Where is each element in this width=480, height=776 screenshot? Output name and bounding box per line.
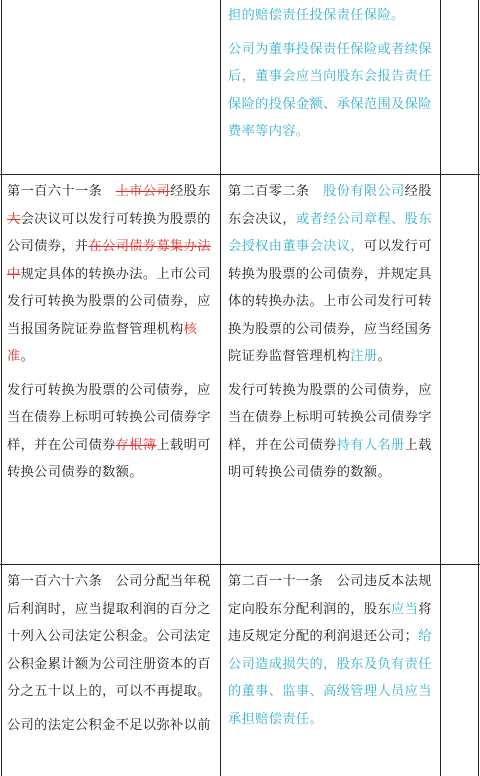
table-border-right: [478, 0, 479, 776]
table-border-left: [1, 0, 2, 776]
article-text: 会决议可以发行可转换为股票的公司债券，并: [7, 211, 211, 254]
article-202-paragraph-2: [228, 377, 436, 487]
article-text: 发行可转换为股票的公司债券，应当在债券上标明可转换公司债券字样，并在公司债券: [228, 382, 432, 453]
deleted-text: 核准: [7, 321, 198, 364]
row1-right-cell: [228, 178, 436, 487]
article-202-heading: 第二百零二条: [228, 184, 324, 199]
row1-left-cell: [7, 178, 217, 487]
row0-right-text: 担的赔偿责任投保责任保险。: [228, 8, 405, 23]
article-211-paragraph: [228, 568, 436, 733]
deleted-text: 在公司债券募集办法中: [7, 239, 211, 282]
deleted-text: 大: [7, 211, 21, 227]
article-text: 上载明可转换公司债券的数额。: [228, 437, 432, 480]
inserted-text: 持有人名册: [336, 437, 405, 453]
row0-right-paragraph-2: 公司为董事投保责任保险或者续保后，董事会应当向股东会报告责任保险的投保金额、承保范围及保险费率等内容。: [228, 41, 432, 139]
inserted-text: 应当: [391, 601, 419, 617]
article-text: 发行可转换为股票的公司债券，应当在债券上标明可转换公司债券字样，并在公司债券: [7, 382, 211, 453]
deleted-text: 上市公司: [115, 184, 171, 199]
article-166-paragraph-1: 第一百六十六条 公司分配当年税后利润时，应当提取利润的百分之十列入公司法定公积金。公司法定公积金累计额为公司注册资本的百分之五十以上的，可以不再提取。: [7, 574, 211, 699]
table-border-middle: [220, 0, 221, 776]
article-text: 可以发行可转换为股票的公司债券，并规定具体的转换办法。上市公司发行可转换为股票的公司债券，应当经国务院证券监督管理机构: [228, 239, 432, 364]
deleted-text: 存根簿: [115, 437, 157, 453]
article-202-paragraph-1: [228, 178, 436, 371]
article-161-heading: 第一百六十一条: [7, 184, 116, 199]
inserted-text: 给公司造成损失的，股东及负有责任的董事、监事、高级管理人员应当承担赔偿责任。: [228, 629, 432, 727]
row0-right-cell: [228, 2, 436, 146]
row2-left-cell: [7, 568, 217, 739]
inserted-text: 注册: [350, 349, 378, 364]
article-166-paragraph-2: 公司的法定公积金不足以弥补以前: [7, 717, 211, 733]
article-text: 将违反规定分配的利润退还公司；: [228, 601, 432, 644]
article-161-paragraph-1: [7, 178, 217, 371]
table-border-right-inner: [440, 0, 441, 776]
article-text: 上载明可转换公司债券的数额。: [7, 437, 211, 480]
article-161-paragraph-2: [7, 377, 217, 487]
article-text: 经股东会决议，: [228, 184, 432, 227]
row2-right-cell: [228, 568, 436, 733]
article-text: 。: [377, 349, 392, 364]
article-211-heading: 第二百一十一条 公司违反本法规定向股东分配利润的，股东: [228, 574, 432, 617]
inserted-text: 股份有限公司: [323, 184, 405, 199]
inserted-text: 或者经公司章程、股东会授权由董事会决议，: [228, 211, 432, 254]
row-divider-2: [0, 564, 480, 565]
article-text: 。: [20, 349, 35, 364]
article-text: 规定具体的转换办法。上市公司发行可转换为股票的公司债券，应当报国务院证券监督管理机构: [7, 266, 211, 337]
row-divider-1: [0, 174, 480, 175]
article-text: 经股东: [170, 184, 211, 199]
